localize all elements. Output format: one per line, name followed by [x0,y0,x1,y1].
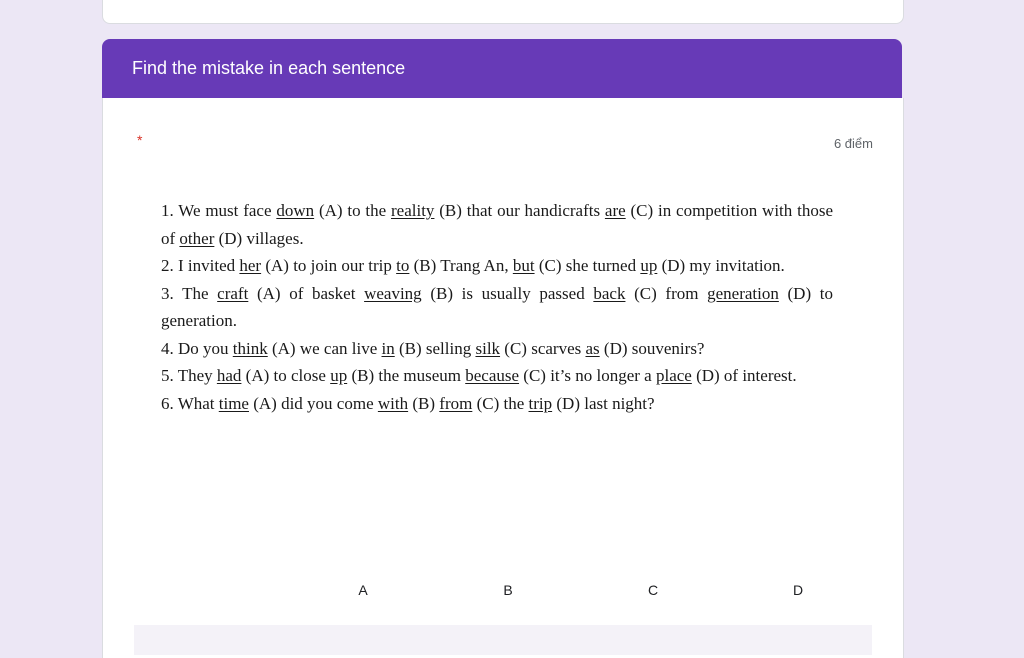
option-b-label: B [503,582,513,598]
previous-card [102,0,904,24]
option-d-label: D [792,582,804,598]
option-a-label: A [358,582,368,598]
sentence-4: 4. Do you think (A) we can live in (B) selling silk (C) scarves as (D) souvenirs? [161,338,705,358]
grid-row[interactable] [134,625,872,655]
points-label: 6 điểm [833,136,873,151]
sentence-5: 5. They had (A) to close up (B) the museum because (C) it’s no longer a place (D) of interest. [161,366,797,385]
sentence-2: 2. I invited her (A) to join our trip to (B) Trang An, but (C) she turned up (D) my invitation. [161,256,785,275]
option-c-label: C [647,582,659,598]
grid-column-headers [103,582,903,602]
section-header [102,39,902,98]
sentence-1: 1. We must face down (A) to the reality (B) that our handicrafts are (C) in competition with those of other (D) villages. [161,201,833,248]
sentence-3: 3. The craft (A) of basket weaving (B) is usually passed back (C) from generation (D) to generation. [161,283,833,330]
required-marker: * [137,132,143,148]
section-title: Find the mistake in each sentence [132,58,406,78]
question-image [161,197,833,417]
question-card [102,98,904,658]
sentence-6: 6. What time (A) did you come with (B) from (C) the trip (D) last night? [161,393,655,413]
